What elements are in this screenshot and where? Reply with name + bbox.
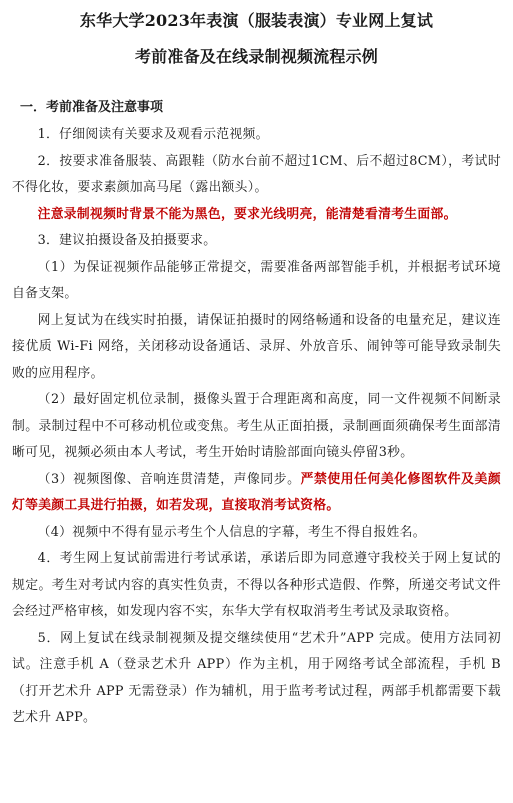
paragraph-item-4: 4．考生网上复试前需进行考试承诺，承诺后即为同意遵守我校关于网上复试的规定。考生对考试内容的真实性负责，不得以各种形式造假、作弊，所递交考试文件会经过严格审核，如发现内容不实，东华大学有权取消考生考试及录取资格。 xyxy=(12,551,501,619)
document-title-line-2: 考前准备及在线录制视频流程示例 xyxy=(134,47,378,66)
paragraph-warning-background: 注意录制视频时背景不能为黑色，要求光线明亮，能清楚看清考生面部。 xyxy=(37,206,457,222)
paragraph-sub-3-text: （3）视频图像、音响连贯清楚，声像同步。 xyxy=(37,471,301,487)
paragraph-sub-1: （1）为保证视频作品能够正常提交，需要准备两部智能手机，并根据考试环境自备支架。 xyxy=(12,259,501,301)
paragraph-sub-3-warning: 严禁使用任何美化修图软件及美颜灯等美颜工具进行拍摄，如若发现，直接取消考试资格。 xyxy=(12,471,501,513)
document-title-line-1: 东华大学2023年表演（服装表演）专业网上复试 xyxy=(79,11,434,30)
paragraph-network-notes: 网上复试为在线实时拍摄，请保证拍摄时的网络畅通和设备的电量充足，建议连接优质 Wi-Fi 网络，关闭移动设备通话、录屏、外放音乐、闹钟等可能导致录制失败的应用程序。 xyxy=(12,312,501,381)
paragraph-sub-3 xyxy=(12,467,501,520)
paragraph-sub-4: （4）视频中不得有显示考生个人信息的字幕，考生不得自报姓名。 xyxy=(37,524,426,540)
paragraph-sub-2: （2）最好固定机位录制，摄像头置于合理距离和高度，同一文件视频不间断录制。录制过程中不可移动机位或变焦。考生从正面拍摄，录制画面须确保考生面部清晰可见，视频必须由本人考试，考生开始时请脸部面向镜头停留3秒。 xyxy=(12,392,501,460)
paragraph-item-3: 3．建议拍摄设备及拍摄要求。 xyxy=(37,233,217,248)
section-heading-preparation: 一．考前准备及注意事项 xyxy=(20,100,164,115)
paragraph-item-2: 2．按要求准备服装、高跟鞋（防水台前不超过1CM、后不超过8CM），考试时不得化妆，要求素颜加高马尾（露出额头）。 xyxy=(12,153,501,195)
paragraph-item-1: 1．仔细阅读有关要求及观看示范视频。 xyxy=(37,127,269,142)
paragraph-item-5: 5．网上复试在线录制视频及提交继续使用“艺术升”APP 完成。使用方法同初试。注意手机 A（登录艺术升 APP）作为主机，用于网络考试全部流程，手机 B（打开艺术升 APP 无需登录）作为辅机，用于监考考试过程，两部手机都需要下载艺术升 APP。 xyxy=(12,630,501,725)
